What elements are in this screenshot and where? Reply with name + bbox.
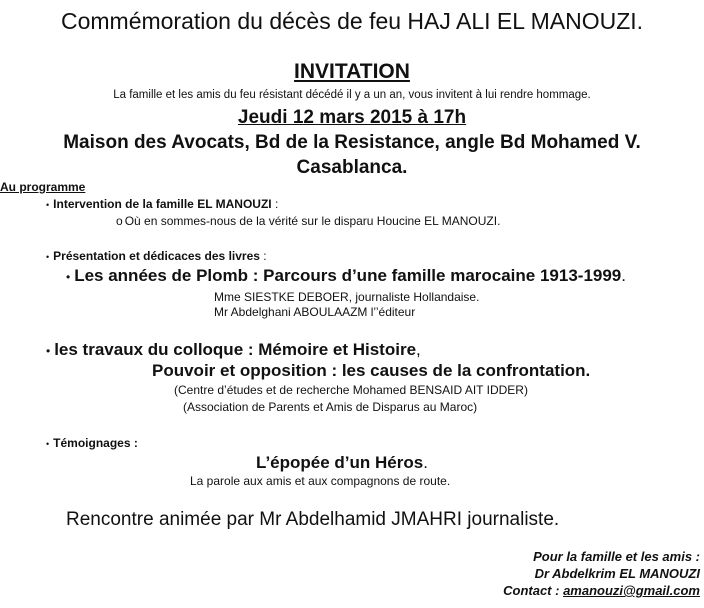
program-item-3	[46, 340, 421, 360]
book-author-1: Mme SIESTKE DEBOER, journaliste Hollandaise.	[214, 290, 480, 304]
page-title: Commémoration du décès de feu HAJ ALI EL MANOUZI.	[60, 8, 644, 34]
signature-line-2: Dr Abdelkrim EL MANOUZI	[534, 566, 700, 581]
item-1-title: Intervention de la famille EL MANOUZI	[53, 197, 272, 211]
bullet-icon: •	[66, 269, 71, 284]
bullet-icon: •	[46, 199, 50, 210]
intro-text: La famille et les amis du feu résistant décédé il y a un an, vous invitent à lui rendre hommage.	[113, 89, 591, 101]
venue-line-2: Casablanca.	[296, 157, 408, 178]
program-item-4	[46, 436, 138, 450]
organizer-1: (Centre d’études et de recherche Mohamed BENSAID AIT IDDER)	[174, 383, 528, 397]
book-title-end: .	[621, 266, 627, 285]
program-heading: Au programme	[0, 180, 86, 194]
book-title-line	[66, 266, 626, 286]
contact-line	[503, 583, 700, 598]
organizer-2: (Association de Parents et Amis de Disparus au Maroc)	[183, 400, 478, 414]
colloque-line-1-end: ,	[416, 340, 421, 359]
book-author-2: Mr Abdelghani ABOULAAZM l’’éditeur	[214, 305, 416, 319]
venue-line-1: Maison des Avocats, Bd de la Resistance, angle Bd Mohamed V.	[63, 132, 641, 153]
item-4-title: Témoignages :	[53, 436, 138, 450]
program-item-2	[46, 249, 267, 263]
item-2-suffix: :	[259, 249, 267, 263]
bullet-icon: •	[46, 251, 50, 262]
program-item-1	[46, 197, 278, 211]
item-1-suffix: :	[271, 197, 279, 211]
item-2-title: Présentation et dédicaces des livres	[53, 249, 260, 263]
bullet-icon: •	[46, 343, 51, 358]
meeting-text: Rencontre animée par Mr Abdelhamid JMAHRI journaliste.	[66, 509, 560, 530]
invitation-heading: INVITATION	[294, 60, 410, 83]
heros-sub: La parole aux amis et aux compagnons de route.	[190, 474, 451, 488]
colloque-line-2: Pouvoir et opposition : les causes de la confrontation.	[152, 361, 591, 380]
item-1-sub-text: Où en sommes-nous de la vérité sur le disparu Houcine EL MANOUZI.	[124, 214, 501, 228]
heros-title-end: .	[423, 453, 428, 472]
contact-label: Contact :	[503, 583, 564, 598]
colloque-line-1: les travaux du colloque : Mémoire et Histoire	[54, 340, 417, 359]
circle-bullet-icon: o	[116, 214, 123, 228]
signature-line-1: Pour la famille et les amis :	[533, 549, 700, 564]
heros-title: L’épopée d’un Héros	[256, 453, 424, 472]
email-link[interactable]: amanouzi@gmail.com	[563, 583, 700, 598]
bullet-icon: •	[46, 438, 50, 449]
book-title: Les années de Plomb : Parcours d’une famille marocaine 1913-1999	[74, 266, 622, 285]
item-1-sub	[116, 214, 500, 228]
event-date: Jeudi 12 mars 2015 à 17h	[237, 107, 467, 128]
heros-heading	[256, 453, 428, 473]
